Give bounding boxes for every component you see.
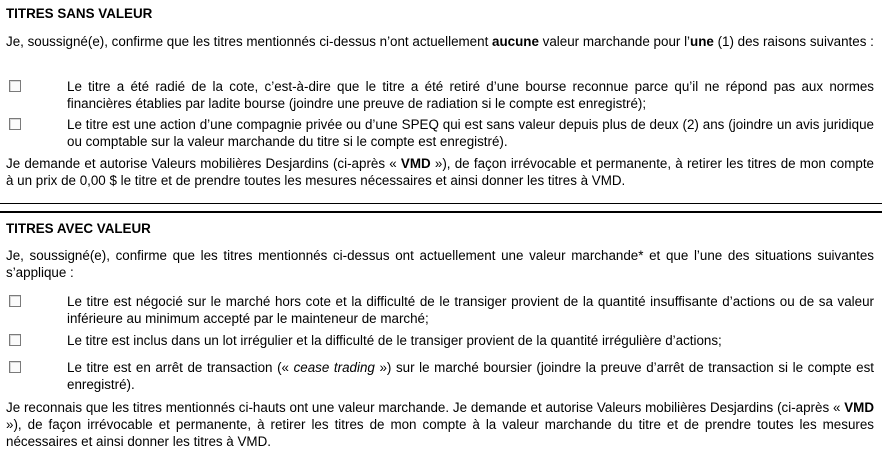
option-text: Le titre est inclus dans un lot irrégulier et la difficulté de le transiger provient de la quantité irrégulière d’actions; bbox=[67, 333, 722, 348]
divider-line bbox=[0, 203, 882, 204]
option-text: Le titre est négocié sur le marché hors cote et la difficulté de le transiger provient de la quantité insuffisante d’actions ou de sa valeur inférieure au minimum accepté par le mainteneur de marché; bbox=[67, 294, 874, 326]
closing-bold-vmd: VMD bbox=[844, 400, 874, 415]
intro-text: (1) des raisons suivantes : bbox=[713, 34, 874, 49]
closing-text: »), de façon irrévocable et permanente, à retirer les titres de mon compte à un prix de 0,00 $ le titre et de prendre toutes les mesures nécessaires et ainsi donner les titres à VMD. bbox=[6, 156, 874, 188]
intro-text: valeur marchande pour l’ bbox=[538, 34, 691, 49]
intro-bold-aucune: aucune bbox=[492, 34, 539, 49]
closing-bold-vmd: VMD bbox=[400, 156, 431, 171]
checkbox[interactable] bbox=[9, 295, 21, 307]
checkbox[interactable] bbox=[9, 118, 21, 130]
closing-paragraph bbox=[6, 399, 874, 450]
section-title: TITRES AVEC VALEUR bbox=[6, 221, 151, 236]
option-text-part: ») sur le marché boursier (joindre la preuve d’arrêt de transaction si le compte est enregistré). bbox=[67, 360, 874, 392]
closing-text: Je demande et autorise Valeurs mobilières Desjardins (ci-après « bbox=[6, 156, 401, 171]
checkbox[interactable] bbox=[9, 80, 21, 92]
option-text bbox=[67, 359, 874, 393]
intro-bold-une: une bbox=[690, 34, 714, 49]
option-text-italic: cease trading bbox=[293, 360, 375, 375]
option-text-part: Le titre est en arrêt de transaction (« bbox=[67, 360, 294, 375]
checkbox[interactable] bbox=[9, 334, 21, 346]
closing-text: Je reconnais que les titres mentionnés ci-hauts ont une valeur marchande. Je demande et autorise Valeurs mobilières Desjardins (ci-après « bbox=[6, 400, 845, 415]
intro-paragraph: Je, soussigné(e), confirme que les titres mentionnés ci-dessus ont actuellement une valeur marchande* et que l’une des situations suivantes s’applique : bbox=[6, 248, 874, 280]
closing-paragraph bbox=[6, 155, 874, 189]
option-text: Le titre a été radié de la cote, c’est-à-dire que le titre a été retiré d’une bourse reconnue parce qu’il ne répond pas aux normes financières établies par ladite bourse (joindre une preuve de radiation si le compte est enregistré); bbox=[67, 79, 874, 111]
divider-line-thick bbox=[0, 211, 882, 213]
intro-paragraph bbox=[6, 33, 874, 50]
intro-text: Je, soussigné(e), confirme que les titres mentionnés ci-dessus n’ont actuellement bbox=[6, 34, 493, 49]
option-text: Le titre est une action d’une compagnie privée ou d’une SPEQ qui est sans valeur depuis plus de deux (2) ans (joindre un avis juridique ou comptable sur la valeur marchande du titre si le compte est enregistré). bbox=[67, 117, 874, 149]
checkbox[interactable] bbox=[9, 361, 21, 373]
section-title: TITRES SANS VALEUR bbox=[6, 6, 153, 21]
closing-text: »), de façon irrévocable et permanente, à retirer les titres de mon compte à la valeur marchande du titre et de prendre toutes les mesures nécessaires et ainsi donner les titres à VMD. bbox=[6, 417, 874, 449]
